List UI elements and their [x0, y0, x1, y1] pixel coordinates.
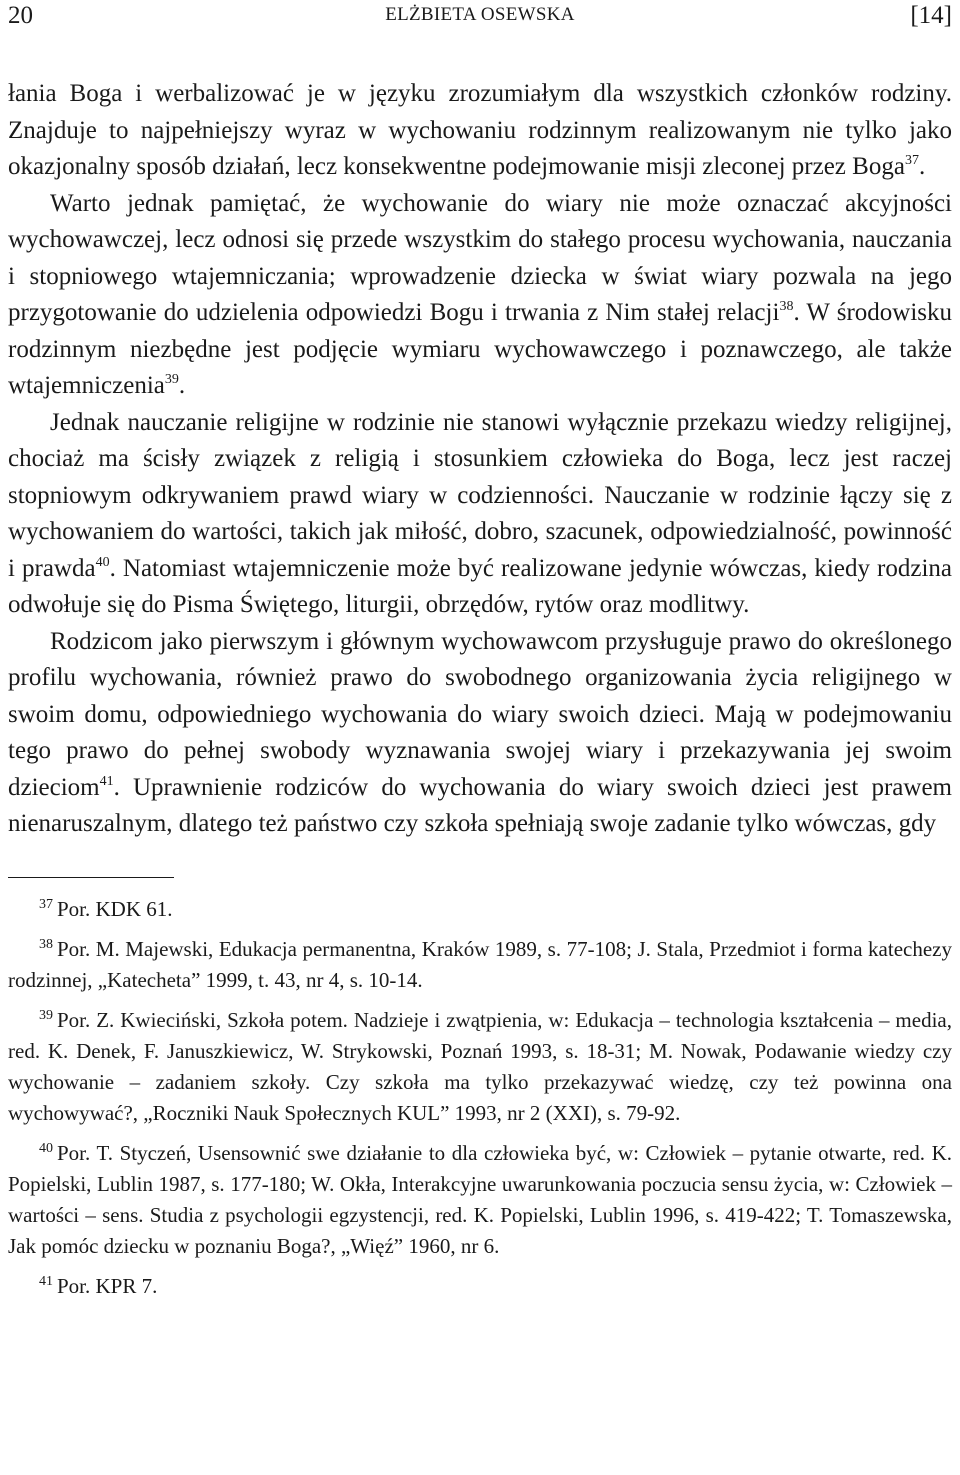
footnote-text: Por. KDK 61. [57, 896, 173, 921]
footnote-ref-40[interactable]: 40 [95, 554, 110, 570]
body-text [8, 76, 952, 843]
footnote-text: Por. T. Styczeń, Usensownić swe działanie to dla człowieka być, w: Człowiek – pytanie otwarte, red. K. Popielski, Lublin 1987, s. 177-180; W. Okła, Interakcyjne uwarunkowania poczucia sensu życia, w: Człowiek – wartości – sens. Studia z psychologii egzystencji, red. K. Popielski, Lublin 1996, s. 419-422; T. Tomaszewska, Jak pomóc dziecku w poznaniu Boga?, „Więź” 1960, nr 6. [8, 1140, 952, 1258]
paragraph-2-text-b: . W środowisku rodzinnym niezbędne jest podjęcie wymiaru wychowawczego i poznawczego, ale także wtajemniczenia [8, 299, 952, 399]
page-number: 20 [8, 2, 33, 29]
footnote-text: Por. M. Majewski, Edukacja permanentna, Kraków 1989, s. 77-108; J. Stala, Przedmiot i forma katechezy rodzinnej, „Katecheta” 1999, t. 43, nr 4, s. 10-14. [8, 936, 952, 992]
footnote-ref-39[interactable]: 39 [164, 372, 179, 387]
paragraph-4-text-a: Rodzicom jako pierwszym i głównym wychowawcom przysługuje prawo do określonego profilu wychowania, również prawo do swobodnego organizowania życia religijnego w swoim domu, odpowiedniego wychowania do wiary swoich dzieci. Mają w podejmowaniu tego prawo do pełnej swobody wyznawania swojej wiary i przekazywania jej swoim dzieciom [8, 627, 952, 801]
paragraph-4-text-b: . Uprawnienie rodziców do wychowania do wiary swoich dzieci jest prawem nienaruszalnym, dlatego też państwo czy szkoła spełniają swoje zadanie tylko wówczas, gdy [8, 773, 952, 837]
footnote-40 [8, 1138, 952, 1262]
footnote-number: 38 [39, 936, 53, 952]
footnote-ref-37[interactable]: 37 [904, 153, 919, 168]
footnote-38 [8, 934, 952, 996]
footnote-ref-38[interactable]: 38 [779, 299, 794, 314]
footnote-ref-41[interactable]: 41 [99, 773, 114, 789]
footnote-number: 40 [39, 1140, 53, 1156]
paragraph-2 [8, 186, 952, 405]
footnote-37 [8, 894, 952, 925]
paragraph-1-tail: . [918, 153, 926, 180]
footnote-41 [8, 1271, 952, 1302]
paragraph-1 [8, 76, 952, 186]
document-page [8, 0, 952, 1311]
footnote-text: Por. KPR 7. [57, 1273, 158, 1298]
footnotes [8, 894, 952, 1302]
running-head [8, 0, 952, 36]
paragraph-3 [8, 405, 952, 624]
paragraph-2-tail: . [178, 372, 186, 399]
paragraph-1-text: łania Boga i werbalizować je w języku zrozumiałym dla wszystkich członków rodziny. Znajduje to najpełniejszy wyraz w wychowaniu rodzinnym realizowanym nie tylko jako okazjonalny sposób działań, lecz konsekwentne podejmowanie misji zleconej przez Boga [8, 80, 952, 180]
footnote-number: 41 [39, 1273, 53, 1289]
section-number: [14] [910, 2, 952, 29]
running-head-author: ELŻBIETA OSEWSKA [385, 4, 575, 25]
footnote-separator [8, 877, 174, 878]
footnote-number: 39 [39, 1007, 53, 1023]
paragraph-3-text-a: Jednak nauczanie religijne w rodzinie nie stanowi wyłącznie przekazu wiedzy religijnej, chociaż ma ścisły związek z religią i stosunkiem człowieka do Boga, lecz jest raczej stopniowym odkrywaniem prawd wiary w codzienności. Nauczanie w rodzinie łączy się z wychowaniem do wartości, takich jak miłość, dobro, szacunek, odpowiedzialność, powinność i prawda [8, 408, 952, 582]
paragraph-4 [8, 624, 952, 843]
paragraph-2-text-a: Warto jednak pamiętać, że wychowanie do wiary nie może oznaczać akcyjności wychowawczej, lecz odnosi się przede wszystkim do stałego procesu wychowania, nauczania i stopniowego wtajemniczania; wprowadzenie dziecka w świat wiary pozwala na jego przygotowanie do udzielenia odpowiedzi Bogu i trwania z Nim stałej relacji [8, 189, 952, 326]
footnote-text: Por. Z. Kwieciński, Szkoła potem. Nadzieje i zwątpienia, w: Edukacja – technologia kształcenia – media, red. K. Denek, F. Januszkiewicz, W. Strykowski, Poznań 1993, s. 18-31; M. Nowak, Podawanie wiedzy czy wychowanie – zadaniem szkoły. Czy szkoła ma tylko przekazywać wiedzę, czy też powinna ona wychowywać?, „Roczniki Nauk Społecznych KUL” 1993, nr 2 (XXI), s. 79-92. [8, 1007, 952, 1125]
footnote-39 [8, 1005, 952, 1129]
footnote-number: 37 [39, 896, 53, 912]
paragraph-3-text-b: . Natomiast wtajemniczenie może być realizowane jedynie wówczas, kiedy rodzina odwołuje się do Pisma Świętego, liturgii, obrzędów, rytów oraz modlitwy. [8, 554, 952, 618]
